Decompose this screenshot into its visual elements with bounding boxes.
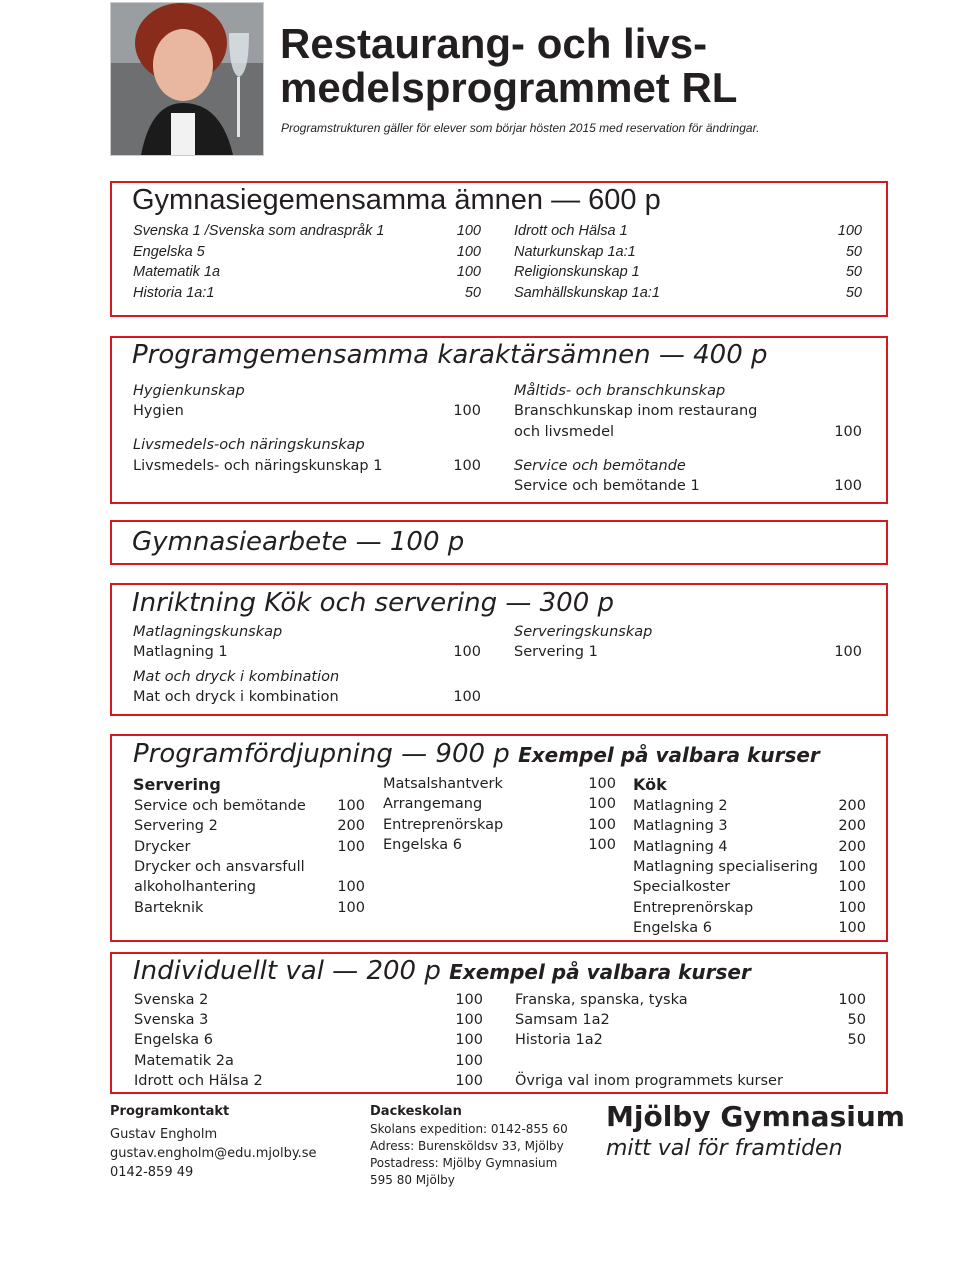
indiv-left-2-name: Engelska 6: [134, 1032, 213, 1049]
indiv-heading: Individuellt val — 200 p Exempel på valbara kurser: [133, 956, 751, 986]
fordj-col1-2-pts: 100: [337, 838, 365, 855]
fordj-example: Exempel på valbara kurser: [518, 743, 820, 767]
indiv-left-3-name: Matematik 2a: [134, 1052, 234, 1069]
title-line-1: Restaurang- och livs-: [280, 20, 708, 67]
inr-heading-text: Inriktning Kök och servering: [132, 588, 498, 618]
indiv-right-0-pts: 100: [838, 992, 866, 1008]
subtitle: Programstrukturen gäller för elever som börjar hösten 2015 med reservation för ändringar.: [281, 121, 760, 135]
komb-head: Mat och dryck i kombination: [133, 669, 340, 685]
fordj-col3-5-name: Entreprenörskap: [633, 899, 754, 916]
indiv-left-4-pts: 100: [455, 1072, 483, 1089]
fordj-col2-2-name: Entreprenörskap: [383, 816, 504, 833]
gym-right-3-pts: 50: [845, 284, 862, 301]
fordj-col1-5-pts: 100: [337, 899, 365, 916]
fordj-col3-5-pts: 100: [838, 899, 866, 916]
liv-name: Livsmedels- och näringskunskap 1: [133, 458, 383, 474]
contact-name: Gustav Engholm: [110, 1127, 218, 1142]
fordj-col1-5-name: Barteknik: [134, 899, 204, 916]
liv-head: Livsmedels-och näringskunskap: [133, 437, 365, 453]
fordj-col3-head: Kök: [633, 775, 667, 794]
school-line-4: 595 80 Mjölby: [370, 1173, 455, 1187]
fordj-col1-3-name: Drycker och ansvarsfull: [134, 858, 305, 875]
gym-left-3-pts: 50: [464, 284, 481, 301]
brand-logo: Mjölby Gymnasium: [606, 1100, 905, 1133]
serv-head: Service och bemötande: [514, 458, 686, 474]
fordj-col3-4-pts: 100: [838, 879, 866, 896]
fordj-col1-4-pts: 100: [337, 879, 365, 896]
fordj-col1-head: Servering: [133, 775, 221, 794]
fordj-col1-1-name: Servering 2: [134, 818, 218, 835]
indiv-heading-text: Individuellt val: [133, 956, 324, 986]
mat-head: Matlagningskunskap: [133, 624, 283, 640]
waitress-photo-icon: [111, 3, 263, 155]
gym-left-2-name: Matematik 1a: [133, 264, 221, 280]
bran-name-1: Branschkunskap inom restaurang: [514, 403, 758, 419]
prog-heading: Programgemensamma karaktärsämnen — 400 p: [132, 340, 768, 370]
fordj-heading-text: Programfördjupning: [133, 739, 393, 769]
inr-points: 300 p: [539, 588, 615, 618]
fordj-col2-3-name: Engelska 6: [383, 836, 462, 853]
servk-head: Serveringskunskap: [514, 624, 653, 640]
indiv-left-0-name: Svenska 2: [134, 992, 209, 1008]
gym-right-1-name: Naturkunskap 1a:1: [514, 243, 636, 260]
gym-right-0-name: Idrott och Hälsa 1: [514, 223, 628, 239]
indiv-left-1-pts: 100: [455, 1012, 483, 1029]
fordj-col3-3-pts: 100: [838, 858, 866, 875]
liv-pts: 100: [453, 458, 481, 474]
fordj-points: 900 p: [435, 739, 510, 769]
serv-name: Service och bemötande 1: [514, 478, 700, 494]
indiv-left-2-pts: 100: [455, 1032, 483, 1049]
hyg-head: Hygienkunskap: [133, 383, 245, 399]
hyg-name: Hygien: [133, 403, 184, 419]
komb-pts: 100: [453, 689, 481, 705]
fordj-col2-0-name: Matsalshantverk: [383, 776, 503, 792]
gym-left-3-name: Historia 1a:1: [133, 284, 215, 301]
indiv-example: Exempel på valbara kurser: [449, 960, 751, 984]
gym-right-0-pts: 100: [837, 223, 862, 239]
fordj-col3-0-name: Matlagning 2: [633, 798, 728, 814]
gym-right-3-name: Samhällskunskap 1a:1: [514, 284, 660, 301]
indiv-left-1-name: Svenska 3: [134, 1012, 209, 1029]
gym-left-0-name: Svenska 1 /Svenska som andraspråk 1: [133, 223, 385, 239]
fordj-col1-2-name: Drycker: [134, 838, 191, 855]
contact-head: Programkontakt: [110, 1104, 230, 1119]
fordj-col2-2-pts: 100: [588, 816, 616, 833]
gym-left-0-pts: 100: [456, 223, 481, 239]
fordj-col1-0-pts: 100: [337, 798, 365, 814]
gym-points: 600 p: [588, 184, 661, 216]
contact-phone: 0142-859 49: [110, 1165, 194, 1180]
fordj-col2-1-name: Arrangemang: [383, 796, 483, 813]
bran-name-2: och livsmedel: [514, 424, 615, 440]
gym-left-2-pts: 100: [456, 264, 481, 280]
fordj-col3-3-name: Matlagning specialisering: [633, 858, 818, 875]
inr-heading: Inriktning Kök och servering — 300 p: [132, 588, 615, 618]
hyg-pts: 100: [453, 403, 481, 419]
fordj-col2-1-pts: 100: [588, 796, 616, 813]
serv-pts: 100: [834, 478, 862, 494]
school-line-3: Postadress: Mjölby Gymnasium: [370, 1156, 558, 1170]
fordj-col1-4-name: alkoholhantering: [134, 879, 257, 896]
fordj-col1-1-pts: 200: [337, 818, 365, 835]
arbete-heading: Gymnasiearbete — 100 p: [132, 527, 465, 557]
header-photo: [110, 2, 264, 156]
servk-pts: 100: [834, 644, 862, 660]
mat-pts: 100: [453, 644, 481, 660]
fordj-col3-1-pts: 200: [838, 818, 866, 835]
page-title: [280, 22, 737, 110]
mal-head: Måltids- och branschkunskap: [514, 383, 726, 399]
fordj-col2-3-pts: 100: [588, 836, 616, 853]
fordj-heading: Programfördjupning — 900 p Exempel på valbara kurser: [133, 739, 820, 769]
fordj-col2-0-pts: 100: [588, 776, 616, 792]
fordj-col3-4-name: Specialkoster: [633, 879, 731, 896]
bran-pts: 100: [834, 424, 862, 440]
fordj-col3-2-pts: 200: [838, 838, 866, 855]
fordj-col3-0-pts: 200: [838, 798, 866, 814]
indiv-left-0-pts: 100: [455, 992, 483, 1008]
fordj-col3-1-name: Matlagning 3: [633, 818, 728, 835]
prog-points: 400 p: [693, 340, 768, 370]
brand-slogan: mitt val för framtiden: [606, 1136, 843, 1161]
prog-heading-text: Programgemensamma karaktärsämnen: [132, 340, 651, 370]
gym-left-1-pts: 100: [456, 243, 481, 260]
arbete-points: 100 p: [389, 527, 465, 557]
gym-left-1-name: Engelska 5: [133, 243, 205, 260]
gym-right-2-pts: 50: [845, 264, 862, 280]
servk-name: Servering 1: [514, 644, 598, 660]
indiv-right-2-pts: 50: [847, 1032, 866, 1049]
indiv-right-1-name: Samsam 1a2: [515, 1012, 610, 1029]
indiv-right-1-pts: 50: [847, 1012, 866, 1029]
fordj-col3-6-name: Engelska 6: [633, 919, 712, 936]
indiv-other: Övriga val inom programmets kurser: [515, 1073, 783, 1089]
gym-right-1-pts: 50: [845, 243, 862, 260]
indiv-points: 200 p: [366, 956, 441, 986]
fordj-col3-6-pts: 100: [838, 919, 866, 936]
contact-email[interactable]: gustav.engholm@edu.mjolby.se: [110, 1146, 317, 1161]
title-line-2: medelsprogrammet RL: [280, 64, 738, 111]
gym-heading: Gymnasiegemensamma ämnen — 600 p: [132, 184, 661, 216]
school-line-2: Adress: Burensköldsv 33, Mjölby: [370, 1139, 564, 1153]
school-head: Dackeskolan: [370, 1104, 462, 1119]
gym-right-2-name: Religionskunskap 1: [514, 264, 640, 280]
mat-name: Matlagning 1: [133, 644, 228, 660]
indiv-left-4-name: Idrott och Hälsa 2: [134, 1072, 263, 1089]
gym-heading-text: Gymnasiegemensamma ämnen: [132, 184, 544, 216]
arbete-heading-text: Gymnasiearbete: [132, 527, 348, 557]
fordj-col1-0-name: Service och bemötande: [134, 798, 306, 814]
komb-name: Mat och dryck i kombination: [133, 689, 339, 705]
indiv-right-0-name: Franska, spanska, tyska: [515, 992, 688, 1008]
fordj-col3-2-name: Matlagning 4: [633, 838, 728, 855]
school-line-1: Skolans expedition: 0142-855 60: [370, 1122, 568, 1136]
indiv-left-3-pts: 100: [455, 1052, 483, 1069]
indiv-right-2-name: Historia 1a2: [515, 1032, 603, 1049]
